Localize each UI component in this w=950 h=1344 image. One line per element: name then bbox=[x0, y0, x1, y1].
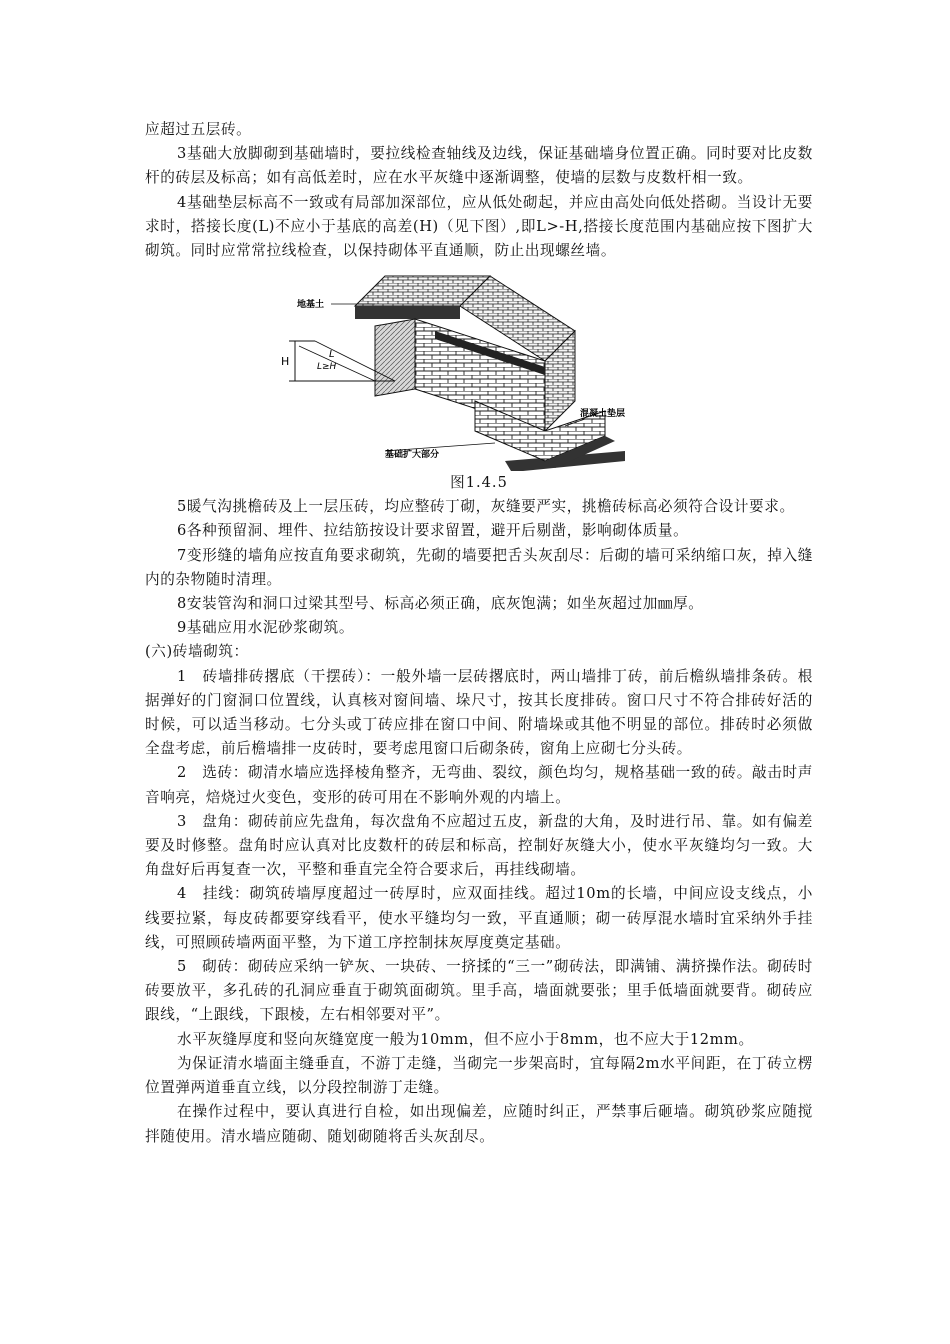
paragraph: 2 选砖：砌清水墙应选择棱角整齐，无弯曲、裂纹，颜色均匀，规格基础一致的砖。敲击时声音响亮，焙烧过火变色，变形的砖可用在不影响外观的内墙上。 bbox=[145, 764, 813, 806]
paragraph: 水平灰缝厚度和竖向灰缝宽度一般为10mm，但不应小于8mm，也不应大于12mm。 bbox=[177, 1030, 754, 1048]
paragraph: 7变形缝的墙角应按直角要求砌筑，先砌的墙要把舌头灰刮尽：后砌的墙可采纳缩口灰，掉入缝内的杂物随时清理。 bbox=[145, 546, 813, 588]
paragraph: 5暖气沟挑檐砖及上一层压砖，均应整砖丁砌，灰缝要严实，挑檐砖标高必须符合设计要求。 bbox=[177, 498, 795, 516]
label-l: L bbox=[329, 349, 335, 361]
figure-caption: 图1.4.5 bbox=[450, 474, 508, 492]
paragraph: 6各种预留洞、埋件、拉结筋按设计要求留置，避开后剔凿，影响砌体质量。 bbox=[177, 522, 689, 540]
paragraph: 为保证清水墙面主缝垂直，不游丁走缝，当砌完一步架高时，宜每隔2m水平间距，在丁砖立楞位置弹两道垂直立线，以分段控制游丁走缝。 bbox=[145, 1054, 813, 1097]
document-page bbox=[145, 118, 813, 1149]
label-expanded: 基础扩大部分 bbox=[385, 450, 440, 461]
label-h: H bbox=[281, 355, 290, 369]
paragraph: (六)砖墙砌筑： bbox=[145, 643, 249, 661]
paragraphs-after bbox=[145, 495, 813, 1148]
paragraph: 应超过五层砖。 bbox=[145, 121, 252, 138]
paragraph: 5 砌砖：砌砖应采纳一铲灰、一块砖、一挤揉的“三一”砌砖法，即满铺、满挤操作法。砌砖时砖要放平，多孔砖的孔洞应垂直于砌筑面砌筑。里手高，墙面就要张；里手低墙面就要背。砌砖应跟线，“上跟线，下跟棱，左右相邻要对平”。 bbox=[145, 958, 813, 1024]
figure-1-4-5 bbox=[145, 271, 813, 471]
paragraph: 1 砖墙排砖撂底（干摆砖）：一般外墙一层砖撂底时，两山墙排丁砖，前后檐纵墙排条砖。根据弹好的门窗洞口位置线，认真核对窗间墙、垛尺寸，按其长度排砖。窗口尺寸不符合排砖好活的时候，可以适当移动。七分头或丁砖应排在窗口中间、附墙垛或其他不明显的部位。排砖时必须做全盘考虑，前后檐墙排一皮砖时，要考虑甩窗口后砌条砖，窗角上应砌七分头砖。 bbox=[145, 667, 813, 758]
paragraph: 在操作过程中，要认真进行自检，如出现偏差，应随时纠正，严禁事后砸墙。砌筑砂浆应随搅拌随使用。清水墙应随砌、随划砌随将舌头灰刮尽。 bbox=[145, 1103, 813, 1145]
paragraph: 4 挂线：砌筑砖墙厚度超过一砖厚时，应双面挂线。超过10m的长墙，中间应设支线点，小线要拉紧，每皮砖都要穿线看平，使水平缝均匀一致，平直通顺；砌一砖厚混水墙时宜采纳外手挂线，可照顾砖墙两面平整，为下道工序控制抹灰厚度奠定基础。 bbox=[145, 885, 813, 951]
paragraph: 3 盘角：砌砖前应先盘角，每次盘角不应超过五皮，新盘的大角，及时进行吊、靠。如有偏差要及时修整。盘角时应认真对比皮数杆的砖层和标高，控制好灰缝大小，使水平灰缝均匀一致。大角盘好后再复查一次，平整和垂直完全符合要求后，再挂线砌墙。 bbox=[145, 812, 813, 879]
paragraph: 4基础垫层标高不一致或有局部加深部位，应从低处砌起，并应由高处向低处搭砌。当设计无要求时，搭接长度(L)不应小于基底的高差(H)（见下图）,即L>-H,搭接长度范围内基础应按下图扩大砌筑。同时应常常拉线检查，以保持砌体平直通顺，防止出现螺丝墙。 bbox=[145, 193, 813, 260]
label-cushion: 混凝土垫层 bbox=[580, 409, 625, 420]
label-soil: 地基土 bbox=[297, 300, 325, 311]
paragraphs-before bbox=[145, 118, 813, 263]
label-l-ge-h: L≥H bbox=[317, 362, 337, 373]
paragraph: 8安装管沟和洞口过梁其型号、标高必须正确，底灰饱满；如坐灰超过加㎜厚。 bbox=[177, 595, 704, 613]
paragraph: 9基础应用水泥砂浆砌筑。 bbox=[177, 619, 355, 637]
paragraph: 3基础大放脚砌到基础墙时，要拉线检查轴线及边线，保证基础墙身位置正确。同时要对比皮数杆的砖层及标高；如有高低差时，应在水平灰缝中逐渐调整，使墙的层数与皮数杆相一致。 bbox=[145, 145, 813, 187]
brick-foundation-diagram bbox=[275, 271, 625, 471]
